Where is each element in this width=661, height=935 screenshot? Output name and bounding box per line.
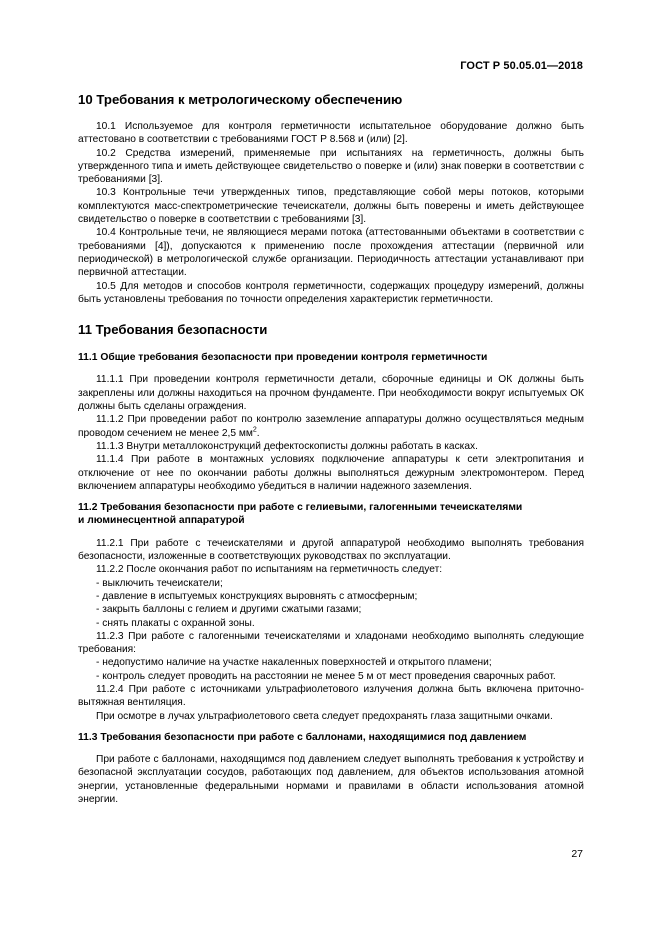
paragraph-10-3: 10.3 Контрольные течи утвержденных типов, представляющие собой меры потоков, которыми комплектуются масс-спектрометрические течеискатели, должны быть поверены и иметь действующее свидетельство о поверке в соответствии с требованиями [3]. xyxy=(78,187,584,226)
list-item: - контроль следует проводить на расстоянии не менее 5 м от мест проведения сварочных работ. xyxy=(96,670,556,682)
paragraph-10-4: 10.4 Контрольные течи, не являющиеся мерами потока (аттестованными объектами в соответствии с требованиями [4]), допускаются к применению после прохождения аттестации (первичной или периодической) в метрологической службе организации. Периодичность аттестации устанавливают при первичной аттестации. xyxy=(78,227,584,279)
paragraph-11-3-1: При работе с баллонами, находящимся под давлением следует выполнять требования к устройству и безопасной эксплуатации сосудов, работающих под давлением, для объектов использования атомной энергии, установленные федеральными нормами и правилами в области использования атомной энергии. xyxy=(78,754,584,806)
subsection-11-3-title: 11.3 Требования безопасности при работе с баллонами, находящимися под давлением xyxy=(78,731,527,743)
superscript-2: 2 xyxy=(252,426,257,434)
paragraph-11-2-4: 11.2.4 При работе с источниками ультрафиолетового излучения должна быть включена приточно-вытяжная вентиляция. xyxy=(78,683,584,709)
list-item: - снять плакаты с охранной зоны. xyxy=(96,617,255,629)
paragraph-11-2-1: 11.2.1 При работе с течеискателями и другой аппаратурой необходимо выполнять требования безопасности, изложенные в соответствующих руководствах по эксплуатации. xyxy=(78,537,584,563)
section-11-title: 11 Требования безопасности xyxy=(78,322,268,338)
paragraph-11-2-3: 11.2.3 При работе с галогенными течеискателями и хладонами необходимо выполнять следующие требования: xyxy=(78,630,584,656)
paragraph-10-5: 10.5 Для методов и способов контроля герметичности, содержащих процедуру измерений, должны быть установлены требования по точности определения характеристик герметичности. xyxy=(78,280,584,305)
list-item: - выключить течеискатели; xyxy=(96,577,223,589)
document-code: ГОСТ Р 50.05.01—2018 xyxy=(460,60,583,72)
page-number: 27 xyxy=(571,848,583,860)
paragraph-11-1-4: 11.1.4 При работе в монтажных условиях подключение аппаратуры к сети электропитания и отключение от нее по окончании работы должны выполняться дежурным электромонтером. Перед включением аппаратуры необходимо убедиться в наличии надежного заземления. xyxy=(78,454,584,492)
subsection-11-1-title: 11.1 Общие требования безопасности при проведении контроля герметичности xyxy=(78,352,488,364)
section-10-title: 10 Требования к метрологическому обеспечению xyxy=(78,92,403,107)
paragraph-11-1-1: 11.1.1 При проведении контроля герметичности детали, сборочные единицы и ОК должны быть закреплены или должны находиться на прочном фундаменте. При необходимости вокруг испытуемых ОК должны быть сделаны ограждения. xyxy=(78,374,584,413)
paragraph-11-1-2-text: 11.1.2 При проведении работ по контролю заземление аппаратуры должно осуществляться медным проводом сечением не менее 2,5 мм xyxy=(78,414,584,439)
paragraph-11-1-2-end: . xyxy=(256,427,260,439)
paragraph-10-2: 10.2 Средства измерений, применяемые при испытаниях на герметичность, должны быть утвержденного типа и иметь действующее свидетельство о поверке и (или) знак поверки в соответствии с требованиями [3]. xyxy=(78,147,584,186)
paragraph-11-1-2 xyxy=(78,413,584,440)
subsection-11-2-title-line2: и люминесцентной аппаратурой xyxy=(78,515,245,527)
paragraph-10-1: 10.1 Используемое для контроля герметичности испытательное оборудование должно быть аттестовано в соответствии с требованиями ГОСТ Р 8.568 и (или) [2]. xyxy=(78,121,584,146)
paragraph-11-2-2: 11.2.2 После окончания работ по испытаниям на герметичность следует: xyxy=(96,564,443,576)
list-item: - давление в испытуемых конструкциях выровнять с атмосферным; xyxy=(96,590,418,602)
paragraph-11-1-3: 11.1.3 Внутри металлоконструкций дефектоскописты должны работать в касках. xyxy=(96,440,478,452)
paragraph-11-2-5: При осмотре в лучах ультрафиолетового света следует предохранять глаза защитными очками. xyxy=(96,710,553,722)
list-item: - недопустимо наличие на участке накаленных поверхностей и открытого пламени; xyxy=(96,657,492,669)
subsection-11-2-title-line1: 11.2 Требования безопасности при работе с гелиевыми, галогенными течеискателями xyxy=(78,502,523,514)
page-content xyxy=(78,90,584,806)
list-item: - закрыть баллоны с гелием и другими сжатыми газами; xyxy=(96,604,362,616)
subsection-11-2-title xyxy=(78,501,584,528)
